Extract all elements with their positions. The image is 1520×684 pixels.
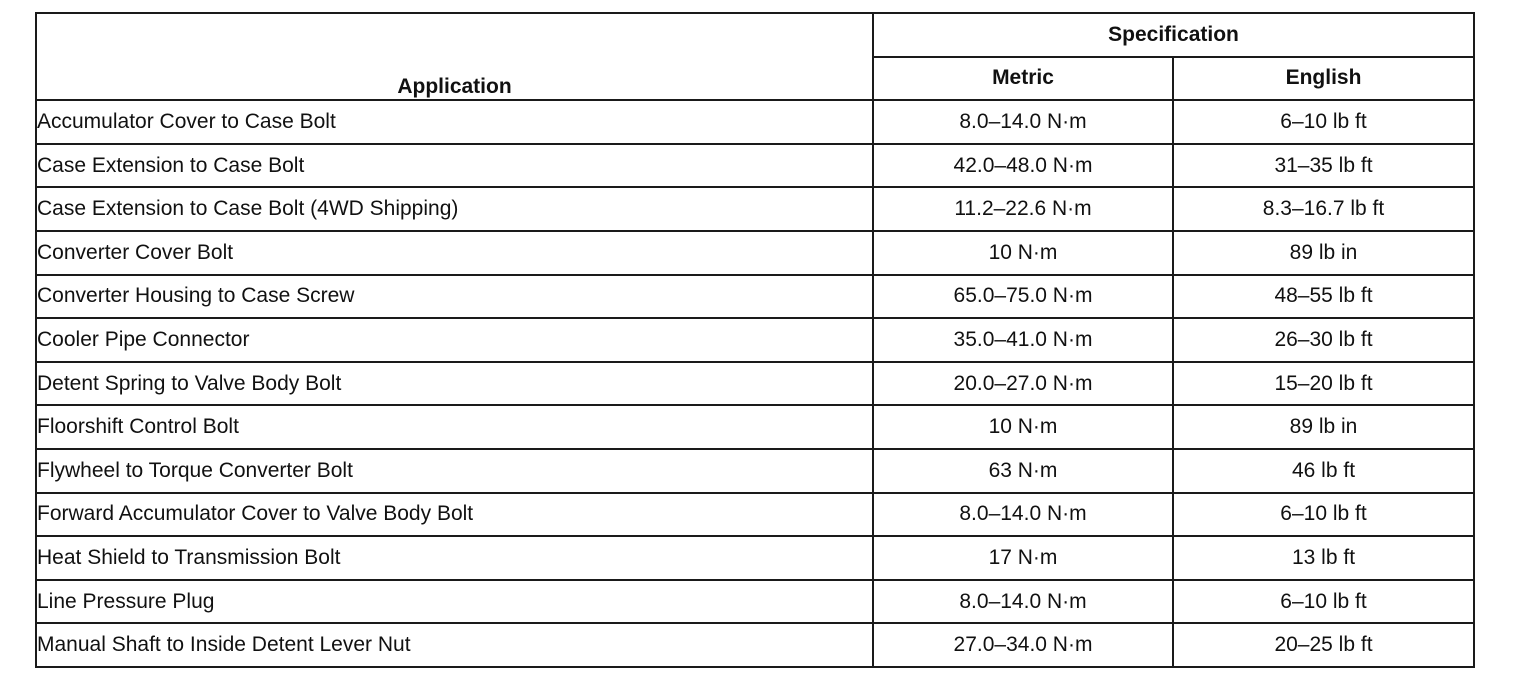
application-cell: Case Extension to Case Bolt bbox=[36, 144, 873, 188]
english-cell: 31–35 lb ft bbox=[1173, 144, 1474, 188]
table-row bbox=[36, 144, 1474, 188]
metric-cell: 10 N·m bbox=[873, 231, 1173, 275]
english-cell: 6–10 lb ft bbox=[1173, 100, 1474, 144]
application-cell: Floorshift Control Bolt bbox=[36, 405, 873, 449]
metric-cell: 17 N·m bbox=[873, 536, 1173, 580]
application-cell: Forward Accumulator Cover to Valve Body Bolt bbox=[36, 493, 873, 537]
table-row bbox=[36, 623, 1474, 667]
english-cell: 89 lb in bbox=[1173, 231, 1474, 275]
table-header bbox=[36, 13, 1474, 100]
metric-header: Metric bbox=[873, 57, 1173, 101]
table-row bbox=[36, 275, 1474, 319]
application-cell: Converter Cover Bolt bbox=[36, 231, 873, 275]
metric-cell: 42.0–48.0 N·m bbox=[873, 144, 1173, 188]
metric-cell: 8.0–14.0 N·m bbox=[873, 493, 1173, 537]
metric-cell: 65.0–75.0 N·m bbox=[873, 275, 1173, 319]
table-row bbox=[36, 405, 1474, 449]
english-header: English bbox=[1173, 57, 1474, 101]
english-cell: 8.3–16.7 lb ft bbox=[1173, 187, 1474, 231]
table-row bbox=[36, 318, 1474, 362]
english-cell: 89 lb in bbox=[1173, 405, 1474, 449]
application-cell: Flywheel to Torque Converter Bolt bbox=[36, 449, 873, 493]
metric-cell: 10 N·m bbox=[873, 405, 1173, 449]
specification-header: Specification bbox=[873, 13, 1474, 57]
table-row bbox=[36, 100, 1474, 144]
english-cell: 46 lb ft bbox=[1173, 449, 1474, 493]
table-row bbox=[36, 493, 1474, 537]
metric-cell: 11.2–22.6 N·m bbox=[873, 187, 1173, 231]
application-cell: Line Pressure Plug bbox=[36, 580, 873, 624]
application-cell: Accumulator Cover to Case Bolt bbox=[36, 100, 873, 144]
english-cell: 20–25 lb ft bbox=[1173, 623, 1474, 667]
application-cell: Cooler Pipe Connector bbox=[36, 318, 873, 362]
application-header: Application bbox=[36, 13, 873, 100]
table-row bbox=[36, 362, 1474, 406]
table-row bbox=[36, 449, 1474, 493]
metric-cell: 27.0–34.0 N·m bbox=[873, 623, 1173, 667]
english-cell: 26–30 lb ft bbox=[1173, 318, 1474, 362]
table-row bbox=[36, 187, 1474, 231]
application-cell: Heat Shield to Transmission Bolt bbox=[36, 536, 873, 580]
metric-cell: 20.0–27.0 N·m bbox=[873, 362, 1173, 406]
application-cell: Converter Housing to Case Screw bbox=[36, 275, 873, 319]
torque-spec-table bbox=[35, 12, 1475, 668]
english-cell: 6–10 lb ft bbox=[1173, 580, 1474, 624]
table-row bbox=[36, 231, 1474, 275]
english-cell: 15–20 lb ft bbox=[1173, 362, 1474, 406]
english-cell: 6–10 lb ft bbox=[1173, 493, 1474, 537]
metric-cell: 63 N·m bbox=[873, 449, 1173, 493]
application-cell: Manual Shaft to Inside Detent Lever Nut bbox=[36, 623, 873, 667]
application-cell: Detent Spring to Valve Body Bolt bbox=[36, 362, 873, 406]
metric-cell: 35.0–41.0 N·m bbox=[873, 318, 1173, 362]
table-body bbox=[36, 100, 1474, 667]
english-cell: 13 lb ft bbox=[1173, 536, 1474, 580]
metric-cell: 8.0–14.0 N·m bbox=[873, 580, 1173, 624]
table-row bbox=[36, 536, 1474, 580]
application-cell: Case Extension to Case Bolt (4WD Shipping) bbox=[36, 187, 873, 231]
english-cell: 48–55 lb ft bbox=[1173, 275, 1474, 319]
metric-cell: 8.0–14.0 N·m bbox=[873, 100, 1173, 144]
table-row bbox=[36, 580, 1474, 624]
